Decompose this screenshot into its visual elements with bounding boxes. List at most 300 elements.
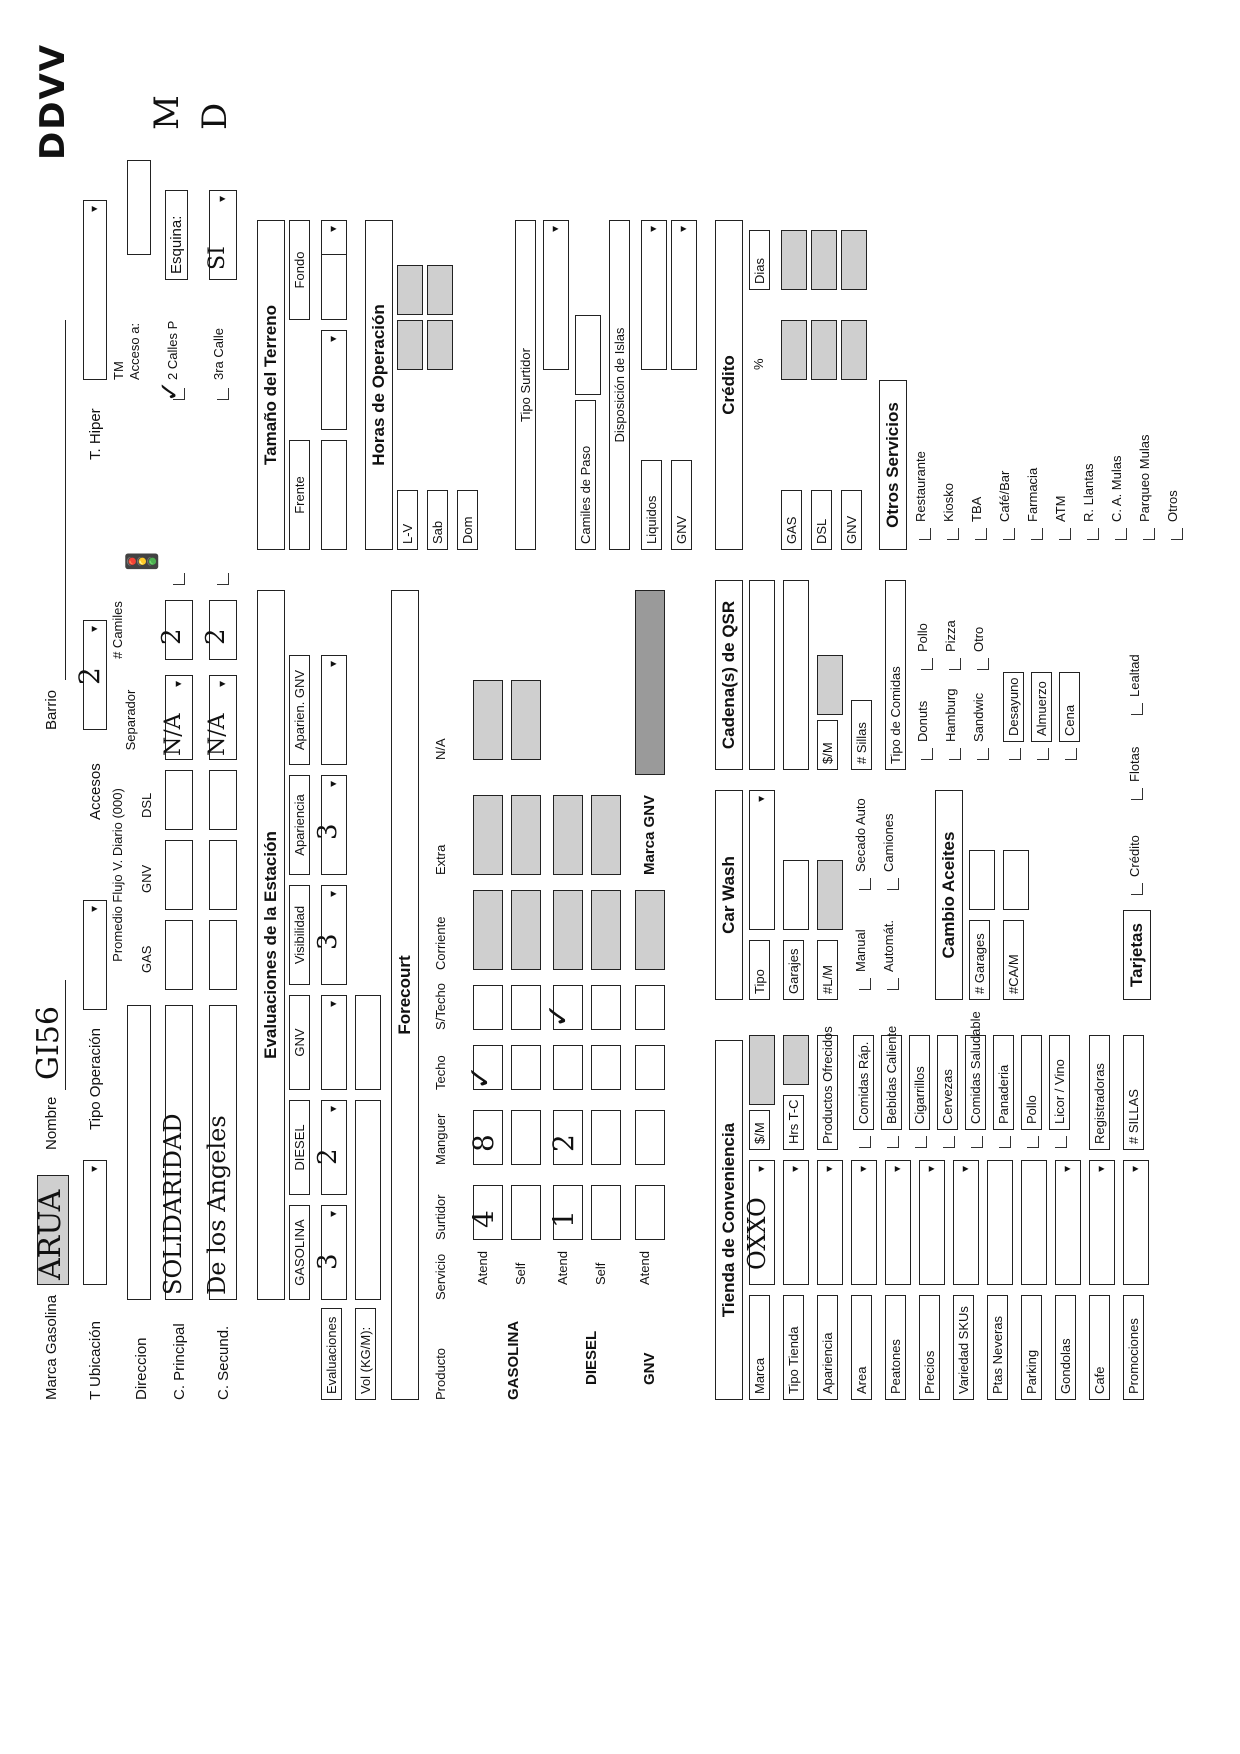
fc-gas-self-techo[interactable]: [511, 1045, 541, 1090]
fc-gas-self-stecho[interactable]: [511, 985, 541, 1030]
terreno-frente-label: Frente: [289, 440, 310, 550]
fc-gnv-label: GNV: [641, 1352, 658, 1385]
prod-label-5: Panaderia: [993, 1035, 1014, 1130]
otros-check-4[interactable]: [1031, 528, 1043, 540]
fc-gnv-atend-label: Atend: [637, 1251, 652, 1285]
otros-item-1: Kiosko: [941, 482, 956, 522]
tienda-sm-field[interactable]: [749, 1035, 775, 1105]
fc-dsl-atend-techo[interactable]: [553, 1045, 583, 1090]
tienda-title: Tienda de Conveniencia: [715, 1040, 743, 1400]
otros-title: Otros Servicios: [879, 380, 907, 550]
carwash-check-1[interactable]: [859, 878, 871, 890]
chevron-down-icon: ▼: [824, 1164, 836, 1174]
terreno-title: Tamaño del Terreno: [257, 220, 285, 550]
prod-check-3[interactable]: [943, 1136, 955, 1148]
credito-row-dsl: DSL: [811, 490, 832, 550]
otros-check-8[interactable]: [1143, 528, 1155, 540]
fc-gas-self-corriente[interactable]: [511, 890, 541, 970]
tarjetas-check-0[interactable]: [1131, 883, 1143, 895]
fc-gas-self-manguer[interactable]: [511, 1110, 541, 1165]
chevron-down-icon: ▼: [678, 224, 690, 234]
prod-label-1: Bebidas Caliente: [881, 1035, 902, 1130]
chevron-down-icon: ▼: [892, 1164, 904, 1174]
direccion-label: Direccion: [133, 1337, 150, 1400]
otros-item-7: C. A. Mulas: [1109, 455, 1124, 522]
chevron-down-icon: ▼: [89, 204, 101, 214]
fc-gas-atend-na[interactable]: [473, 680, 503, 760]
terreno-fondo-label: Fondo: [289, 220, 310, 320]
tm-field[interactable]: [127, 160, 151, 255]
c-principal-value: SOLIDARIDAD: [159, 1113, 187, 1295]
credito-gnv-dias[interactable]: [841, 230, 867, 290]
otros-item-3: Café/Bar: [997, 470, 1012, 522]
fc-dsl-self-manguer[interactable]: [591, 1110, 621, 1165]
margin-m-note: M: [147, 95, 187, 130]
tipo-surtidor-dropdown[interactable]: [543, 220, 569, 370]
vol-field-1[interactable]: [355, 1100, 381, 1300]
tienda-row-cafe: Cafe: [1089, 1295, 1110, 1400]
tienda-sm-label: $/M: [749, 1110, 770, 1150]
fc-dsl-atend-extra[interactable]: [553, 795, 583, 875]
fc-gnv-corriente[interactable]: [635, 890, 665, 970]
tienda-variedad-dropdown[interactable]: [953, 1160, 979, 1285]
tarjetas-title: Tarjetas: [1123, 910, 1151, 1000]
fc-diesel-label: DIESEL: [583, 1330, 600, 1385]
fc-gas-self-na[interactable]: [511, 680, 541, 760]
horas-title: Horas de Operación: [365, 220, 393, 550]
chevron-down-icon: ▼: [89, 1164, 101, 1174]
tienda-hrs-field[interactable]: [783, 1035, 809, 1085]
fc-dsl-self-surtidor[interactable]: [591, 1185, 621, 1240]
tienda-gondolas-dropdown[interactable]: [1055, 1160, 1081, 1285]
chevron-down-icon: ▼: [328, 659, 340, 669]
carwash-check-3[interactable]: [887, 878, 899, 890]
qsr-check-1[interactable]: [921, 658, 933, 670]
fc-col-surtidor: Surtidor: [433, 1194, 448, 1240]
fc-gas-atend-corriente[interactable]: [473, 890, 503, 970]
carwash-tipo-label: Tipo: [749, 940, 770, 1000]
prod-check-1[interactable]: [887, 1136, 899, 1148]
accesos-label: Accesos: [87, 763, 104, 820]
horas-sab-b[interactable]: [427, 265, 453, 315]
otros-check-0[interactable]: [919, 528, 931, 540]
eval-gasolina-value: 3: [313, 1253, 343, 1270]
productos-label: Productos Ofrecidos: [817, 1035, 838, 1150]
tienda-row-parking: Parking: [1021, 1295, 1042, 1400]
secund-checkbox-1[interactable]: [217, 573, 229, 585]
esquina-value: SI: [205, 246, 230, 270]
dsl-label: DSL: [139, 792, 154, 818]
separador-label: Separador: [123, 689, 138, 751]
t-ubicacion-dropdown[interactable]: [83, 1160, 107, 1285]
tarjetas-opt-2: Lealtad: [1127, 654, 1142, 697]
fc-gas-atend-stecho[interactable]: [473, 985, 503, 1030]
qsr-horario-2: Cena: [1059, 672, 1080, 742]
tienda-apariencia-dropdown[interactable]: [817, 1160, 843, 1285]
chevron-down-icon: ▼: [328, 779, 340, 789]
eval-apariencia-value: 3: [313, 823, 343, 840]
prod-check-6[interactable]: [1027, 1136, 1039, 1148]
credito-row-gas: GAS: [781, 490, 802, 550]
tienda-row-promociones: Promociones: [1123, 1295, 1144, 1400]
carwash-check-0[interactable]: [859, 978, 871, 990]
qsr-field-1[interactable]: [749, 580, 775, 770]
gas-flow-principal[interactable]: [165, 920, 193, 990]
fc-col-extra: Extra: [433, 844, 448, 875]
prod-check-2[interactable]: [915, 1136, 927, 1148]
qsr-check-4[interactable]: [977, 748, 989, 760]
fc-gas-self-extra[interactable]: [511, 795, 541, 875]
barrio-line: [65, 320, 66, 680]
prod-label-0: Comidas Ráp.: [853, 1035, 874, 1130]
direccion-field[interactable]: [127, 1005, 151, 1300]
qsr-sm-field[interactable]: [817, 655, 843, 715]
tarjetas-check-1[interactable]: [1131, 788, 1143, 800]
qsr-comida-2: Hamburg: [943, 688, 958, 742]
carwash-lm-label: #L/M: [817, 940, 838, 1000]
vol-label: Vol (KG/M):: [355, 1308, 376, 1400]
chevron-down-icon: ▼: [648, 224, 660, 234]
esquina-label: Esquina:: [165, 190, 188, 280]
otros-item-8: Parqueo Mulas: [1137, 434, 1152, 522]
qsr-sm-label: $/M: [817, 720, 838, 770]
fc-col-servicio: Servicio: [433, 1253, 448, 1300]
tienda-row-gondolas: Gondolas: [1055, 1295, 1076, 1400]
tm-label: TM: [111, 361, 126, 380]
fc-dsl-self-stecho[interactable]: [591, 985, 621, 1030]
otros-item-2: TBA: [969, 496, 984, 522]
vol-field-2[interactable]: [355, 995, 381, 1090]
cambio-title: Cambio Aceites: [935, 790, 963, 1000]
credito-gas-pct[interactable]: [781, 320, 807, 380]
chevron-down-icon: ▼: [1062, 1164, 1074, 1174]
gnv-flow-principal[interactable]: [165, 840, 193, 910]
camiles-label: # Camiles: [110, 601, 125, 659]
credito-dsl-dias[interactable]: [811, 230, 837, 290]
eval-col-diesel: DIESEL: [289, 1100, 310, 1195]
chevron-down-icon: ▼: [328, 224, 340, 234]
evaluaciones-title: Evaluaciones de la Estación: [257, 590, 285, 1300]
chevron-down-icon: ▼: [926, 1164, 938, 1174]
carwash-tipo-dropdown[interactable]: [749, 790, 775, 930]
tercera-calle-label: 3ra Calle: [211, 327, 226, 380]
fc-dsl-self-corriente[interactable]: [591, 890, 621, 970]
qsr-sillas-label: # Sillas: [851, 700, 872, 770]
principal-checkbox-1[interactable]: [173, 573, 185, 585]
fc-gasolina-label: GASOLINA: [505, 1320, 522, 1400]
c-secund-value: De los Angeles: [203, 1115, 231, 1295]
tienda-peatones-dropdown[interactable]: [885, 1160, 911, 1285]
qsr-check-0[interactable]: [921, 748, 933, 760]
acceso-a-label: Acceso a:: [127, 322, 142, 380]
chevron-down-icon: ▼: [173, 679, 185, 689]
fc-col-stecho: S/Techo: [433, 983, 448, 1030]
chevron-down-icon: ▼: [756, 794, 768, 804]
tienda-row-peatones: Peatones: [885, 1295, 906, 1400]
prod-check-7[interactable]: [1055, 1136, 1067, 1148]
fc-gas-atend-extra[interactable]: [473, 795, 503, 875]
otros-item-0: Restaurante: [913, 451, 928, 522]
promedio-label: Promedio Flujo V. Diario (000): [110, 788, 125, 962]
marca-gnv-field[interactable]: [635, 590, 665, 775]
t-ubicacion-label: T Ubicación: [87, 1321, 104, 1400]
liquidos-dropdown[interactable]: [641, 220, 667, 370]
fc-gas-manguer-value: 8: [467, 1134, 500, 1152]
qsr-horario-check-2[interactable]: [1065, 748, 1077, 760]
qsr-check-3[interactable]: [949, 658, 961, 670]
sillas-label: # SILLAS: [1123, 1035, 1144, 1150]
qsr-comida-1: Pollo: [915, 623, 930, 652]
chevron-down-icon: ▼: [1096, 1164, 1108, 1174]
gnv-label: GNV: [139, 864, 154, 893]
chevron-down-icon: ▼: [790, 1164, 802, 1174]
chevron-down-icon: ▼: [89, 904, 101, 914]
prod-label-2: Cigarrillos: [909, 1035, 930, 1130]
liquidos-label: Liquidos: [641, 460, 662, 550]
qsr-horario-0: Desayuno: [1003, 672, 1024, 742]
fc-gnv-manguer[interactable]: [635, 1110, 665, 1165]
otros-check-6[interactable]: [1087, 528, 1099, 540]
c-secund-label: C. Secund.: [215, 1325, 232, 1400]
eval-col-gasolina: GASOLINA: [289, 1205, 310, 1300]
tienda-row-area: Area: [851, 1295, 872, 1400]
qsr-comida-0: Donuts: [915, 700, 930, 742]
camiles-paso-field[interactable]: [575, 315, 601, 395]
fc-dsl-manguer-value: 2: [547, 1134, 580, 1152]
fc-gas-surtidor-value: 4: [467, 1210, 500, 1228]
fc-dsl-surtidor-value: 1: [547, 1210, 580, 1228]
t-hiper-label: T. Hiper: [87, 408, 104, 460]
fc-col-na: N/A: [433, 738, 448, 760]
otros-item-6: R. Llantas: [1081, 463, 1096, 522]
otros-check-7[interactable]: [1115, 528, 1127, 540]
tienda-precios-dropdown[interactable]: [919, 1160, 945, 1285]
otros-check-9[interactable]: [1171, 528, 1183, 540]
qsr-horario-1: Almuerzo: [1031, 672, 1052, 742]
chevron-down-icon: ▼: [960, 1164, 972, 1174]
eval-diesel-value: 2: [313, 1148, 343, 1165]
tarjetas-opt-1: Flotas: [1127, 746, 1142, 782]
credito-row-gnv: GNV: [841, 490, 862, 550]
otros-item-4: Farmacia: [1025, 467, 1040, 522]
separador-secund-value: N/A: [205, 713, 230, 756]
credito-gnv-pct[interactable]: [841, 320, 867, 380]
fc-gnv-techo[interactable]: [635, 1045, 665, 1090]
carwash-lm-field[interactable]: [817, 860, 843, 930]
traffic-light-icon: 🚦: [126, 542, 159, 580]
horas-sab-a[interactable]: [427, 320, 453, 370]
fc-dsl-self-label: Self: [593, 1262, 608, 1285]
tienda-neveras-field[interactable]: [987, 1160, 1013, 1285]
chevron-down-icon: ▼: [89, 624, 101, 634]
carwash-title: Car Wash: [715, 790, 743, 1000]
horas-lv-b[interactable]: [397, 265, 423, 315]
brand-logo: DDVV: [33, 42, 73, 160]
qsr-field-2[interactable]: [783, 580, 809, 770]
fc-gas-techo-check-mark: ✓: [463, 1064, 498, 1090]
tienda-parking-field[interactable]: [1021, 1160, 1047, 1285]
terreno-fondo-dropdown[interactable]: [321, 220, 347, 255]
eval-col-gnv: GNV: [289, 995, 310, 1090]
chevron-down-icon: ▼: [328, 1104, 340, 1114]
chevron-down-icon: ▼: [328, 334, 340, 344]
tienda-row-apariencia: Apariencia: [817, 1295, 838, 1400]
eval-aparien-gnv-dropdown[interactable]: [321, 655, 347, 765]
dos-calles-check-mark: ✓: [155, 380, 185, 402]
cambio-cam-field[interactable]: [1003, 850, 1029, 910]
tipo-operacion-dropdown[interactable]: [83, 900, 107, 1010]
chevron-down-icon: ▼: [328, 999, 340, 1009]
registradoras-label: Registradoras: [1089, 1035, 1110, 1150]
dos-calles-label: 2 Calles P: [165, 320, 180, 380]
fc-dsl-stecho-check-mark: ✓: [541, 1002, 576, 1028]
carwash-opt-0: Manual: [853, 929, 868, 972]
otros-check-5[interactable]: [1059, 528, 1071, 540]
accesos-value: 2: [73, 667, 106, 685]
prod-label-4: Comidas Saludable: [965, 1035, 986, 1130]
fc-gas-self-surtidor[interactable]: [511, 1185, 541, 1240]
carwash-opt-1: Secado Auto: [853, 798, 868, 872]
disp-gnv-label: GNV: [671, 460, 692, 550]
evaluaciones-row-label: Evaluaciones: [321, 1308, 342, 1400]
qsr-tipo-comidas-label: Tipo de Comidas: [885, 580, 906, 770]
carwash-opt-3: Camiones: [881, 813, 896, 872]
terreno-unit-dropdown[interactable]: [321, 330, 347, 430]
otros-check-3[interactable]: [1003, 528, 1015, 540]
prod-label-7: Licor / Vino: [1049, 1035, 1070, 1130]
forecourt-title: Forecourt: [391, 590, 419, 1400]
horas-row-sab: Sab: [427, 490, 448, 550]
fc-col-corriente: Corriente: [433, 916, 448, 970]
tarjetas-opt-0: Crédito: [1127, 835, 1142, 877]
credito-pct-label: %: [751, 358, 766, 370]
camiles-secund-value: 2: [201, 628, 231, 645]
qsr-horario-check-1[interactable]: [1037, 748, 1049, 760]
horas-row-dom: Dom: [457, 490, 478, 550]
qsr-title: Cadena(s) de QSR: [715, 580, 743, 770]
fc-dsl-self-extra[interactable]: [591, 795, 621, 875]
gas-label: GAS: [139, 945, 154, 973]
c-principal-label: C. Principal: [171, 1323, 188, 1400]
otros-item-5: ATM: [1053, 495, 1068, 522]
disposicion-label: Disposición de Islas: [609, 220, 630, 550]
fc-gas-atend-label: Atend: [475, 1251, 490, 1285]
fc-col-producto: Producto: [433, 1347, 448, 1400]
tienda-row-marca: Marca: [749, 1295, 770, 1400]
marca-gasolina-value: ARUA: [33, 1189, 68, 1280]
fc-dsl-self-techo[interactable]: [591, 1045, 621, 1090]
tienda-cafe-dropdown[interactable]: [1089, 1160, 1115, 1285]
qsr-horario-check-0[interactable]: [1009, 748, 1021, 760]
tipo-operacion-label: Tipo Operación: [87, 1028, 104, 1130]
prod-label-6: Pollo: [1021, 1035, 1042, 1130]
carwash-check-2[interactable]: [887, 978, 899, 990]
nombre-label: Nombre: [43, 1096, 60, 1150]
station-survey-form: [31, 20, 1195, 1420]
chevron-down-icon: ▼: [328, 889, 340, 899]
eval-col-aparien-gnv: Aparien. GNV: [289, 655, 310, 765]
barrio-label: Barrio: [43, 689, 60, 730]
secund-checkbox-2[interactable]: [217, 388, 229, 400]
dsl-flow-secund[interactable]: [209, 770, 237, 830]
terreno-frente-field[interactable]: [321, 440, 347, 550]
marca-gnv-label: Marca GNV: [641, 794, 658, 875]
prod-check-0[interactable]: [859, 1136, 871, 1148]
tienda-row-variedad: Variedad SKUs: [953, 1295, 974, 1400]
carwash-garajes-label: Garajes: [783, 940, 804, 1000]
tienda-hrs-label: Hrs T-C: [783, 1095, 804, 1150]
chevron-down-icon: ▼: [858, 1164, 870, 1174]
qsr-comida-3: Pizza: [943, 620, 958, 652]
credito-dsl-pct[interactable]: [811, 320, 837, 380]
tienda-tipo-dropdown[interactable]: [783, 1160, 809, 1285]
chevron-down-icon: ▼: [217, 194, 229, 204]
fc-dsl-atend-corriente[interactable]: [553, 890, 583, 970]
nombre-value: GI56: [31, 1006, 66, 1080]
eval-gnv-dropdown[interactable]: [321, 995, 347, 1090]
dsl-flow-principal[interactable]: [165, 770, 193, 830]
credito-gas-dias[interactable]: [781, 230, 807, 290]
cambio-garages-label: # Garages: [969, 920, 990, 1000]
separador-principal-value: N/A: [161, 713, 186, 756]
tienda-promociones-dropdown[interactable]: [1123, 1160, 1149, 1285]
fc-gnv-stecho[interactable]: [635, 985, 665, 1030]
fc-col-techo: Techo: [433, 1055, 448, 1090]
camiles-paso-label: Camiles de Paso: [575, 400, 596, 550]
cambio-cam-label: #CA/M: [1003, 920, 1024, 1000]
disp-gnv-dropdown[interactable]: [671, 220, 697, 370]
qsr-comida-5: Otro: [971, 626, 986, 652]
gnv-flow-secund[interactable]: [209, 840, 237, 910]
chevron-down-icon: ▼: [756, 1164, 768, 1174]
tarjetas-check-2[interactable]: [1131, 703, 1143, 715]
margin-d-note: D: [195, 102, 235, 130]
prod-label-3: Cervezas: [937, 1035, 958, 1130]
tienda-area-dropdown[interactable]: [851, 1160, 877, 1285]
qsr-check-5[interactable]: [977, 658, 989, 670]
otros-check-1[interactable]: [947, 528, 959, 540]
fc-gas-self-label: Self: [513, 1262, 528, 1285]
marca-gasolina-label: Marca Gasolina: [43, 1294, 60, 1400]
carwash-garajes-field[interactable]: [783, 860, 809, 930]
prod-check-5[interactable]: [999, 1136, 1011, 1148]
qsr-check-2[interactable]: [949, 748, 961, 760]
eval-col-visibilidad: Visibilidad: [289, 885, 310, 985]
fc-col-manguer: Manguer: [433, 1113, 448, 1165]
fc-dsl-atend-label: Atend: [555, 1251, 570, 1285]
carwash-opt-2: Automát.: [881, 919, 896, 972]
gas-flow-secund[interactable]: [209, 920, 237, 990]
chevron-down-icon: ▼: [328, 1209, 340, 1219]
cambio-garages-field[interactable]: [969, 850, 995, 910]
chevron-down-icon: ▼: [1130, 1164, 1142, 1174]
credito-dias-label: Dias: [749, 230, 770, 290]
credito-title: Crédito: [715, 220, 743, 550]
horas-row-lv: L-V: [397, 490, 418, 550]
horas-lv-a[interactable]: [397, 320, 423, 370]
otros-check-2[interactable]: [975, 528, 987, 540]
t-hiper-dropdown[interactable]: [83, 200, 107, 380]
eval-visibilidad-value: 3: [313, 933, 343, 950]
chevron-down-icon: ▼: [550, 224, 562, 234]
fc-gnv-surtidor[interactable]: [635, 1185, 665, 1240]
camiles-principal-value: 2: [157, 628, 187, 645]
tienda-marca-value: OXXO: [743, 1197, 771, 1270]
tienda-row-neveras: Ptas Neveras: [987, 1295, 1008, 1400]
tipo-surtidor-label: Tipo Surtidor: [515, 220, 536, 550]
eval-col-apariencia: Apariencia: [289, 775, 310, 875]
prod-check-4[interactable]: [971, 1136, 983, 1148]
